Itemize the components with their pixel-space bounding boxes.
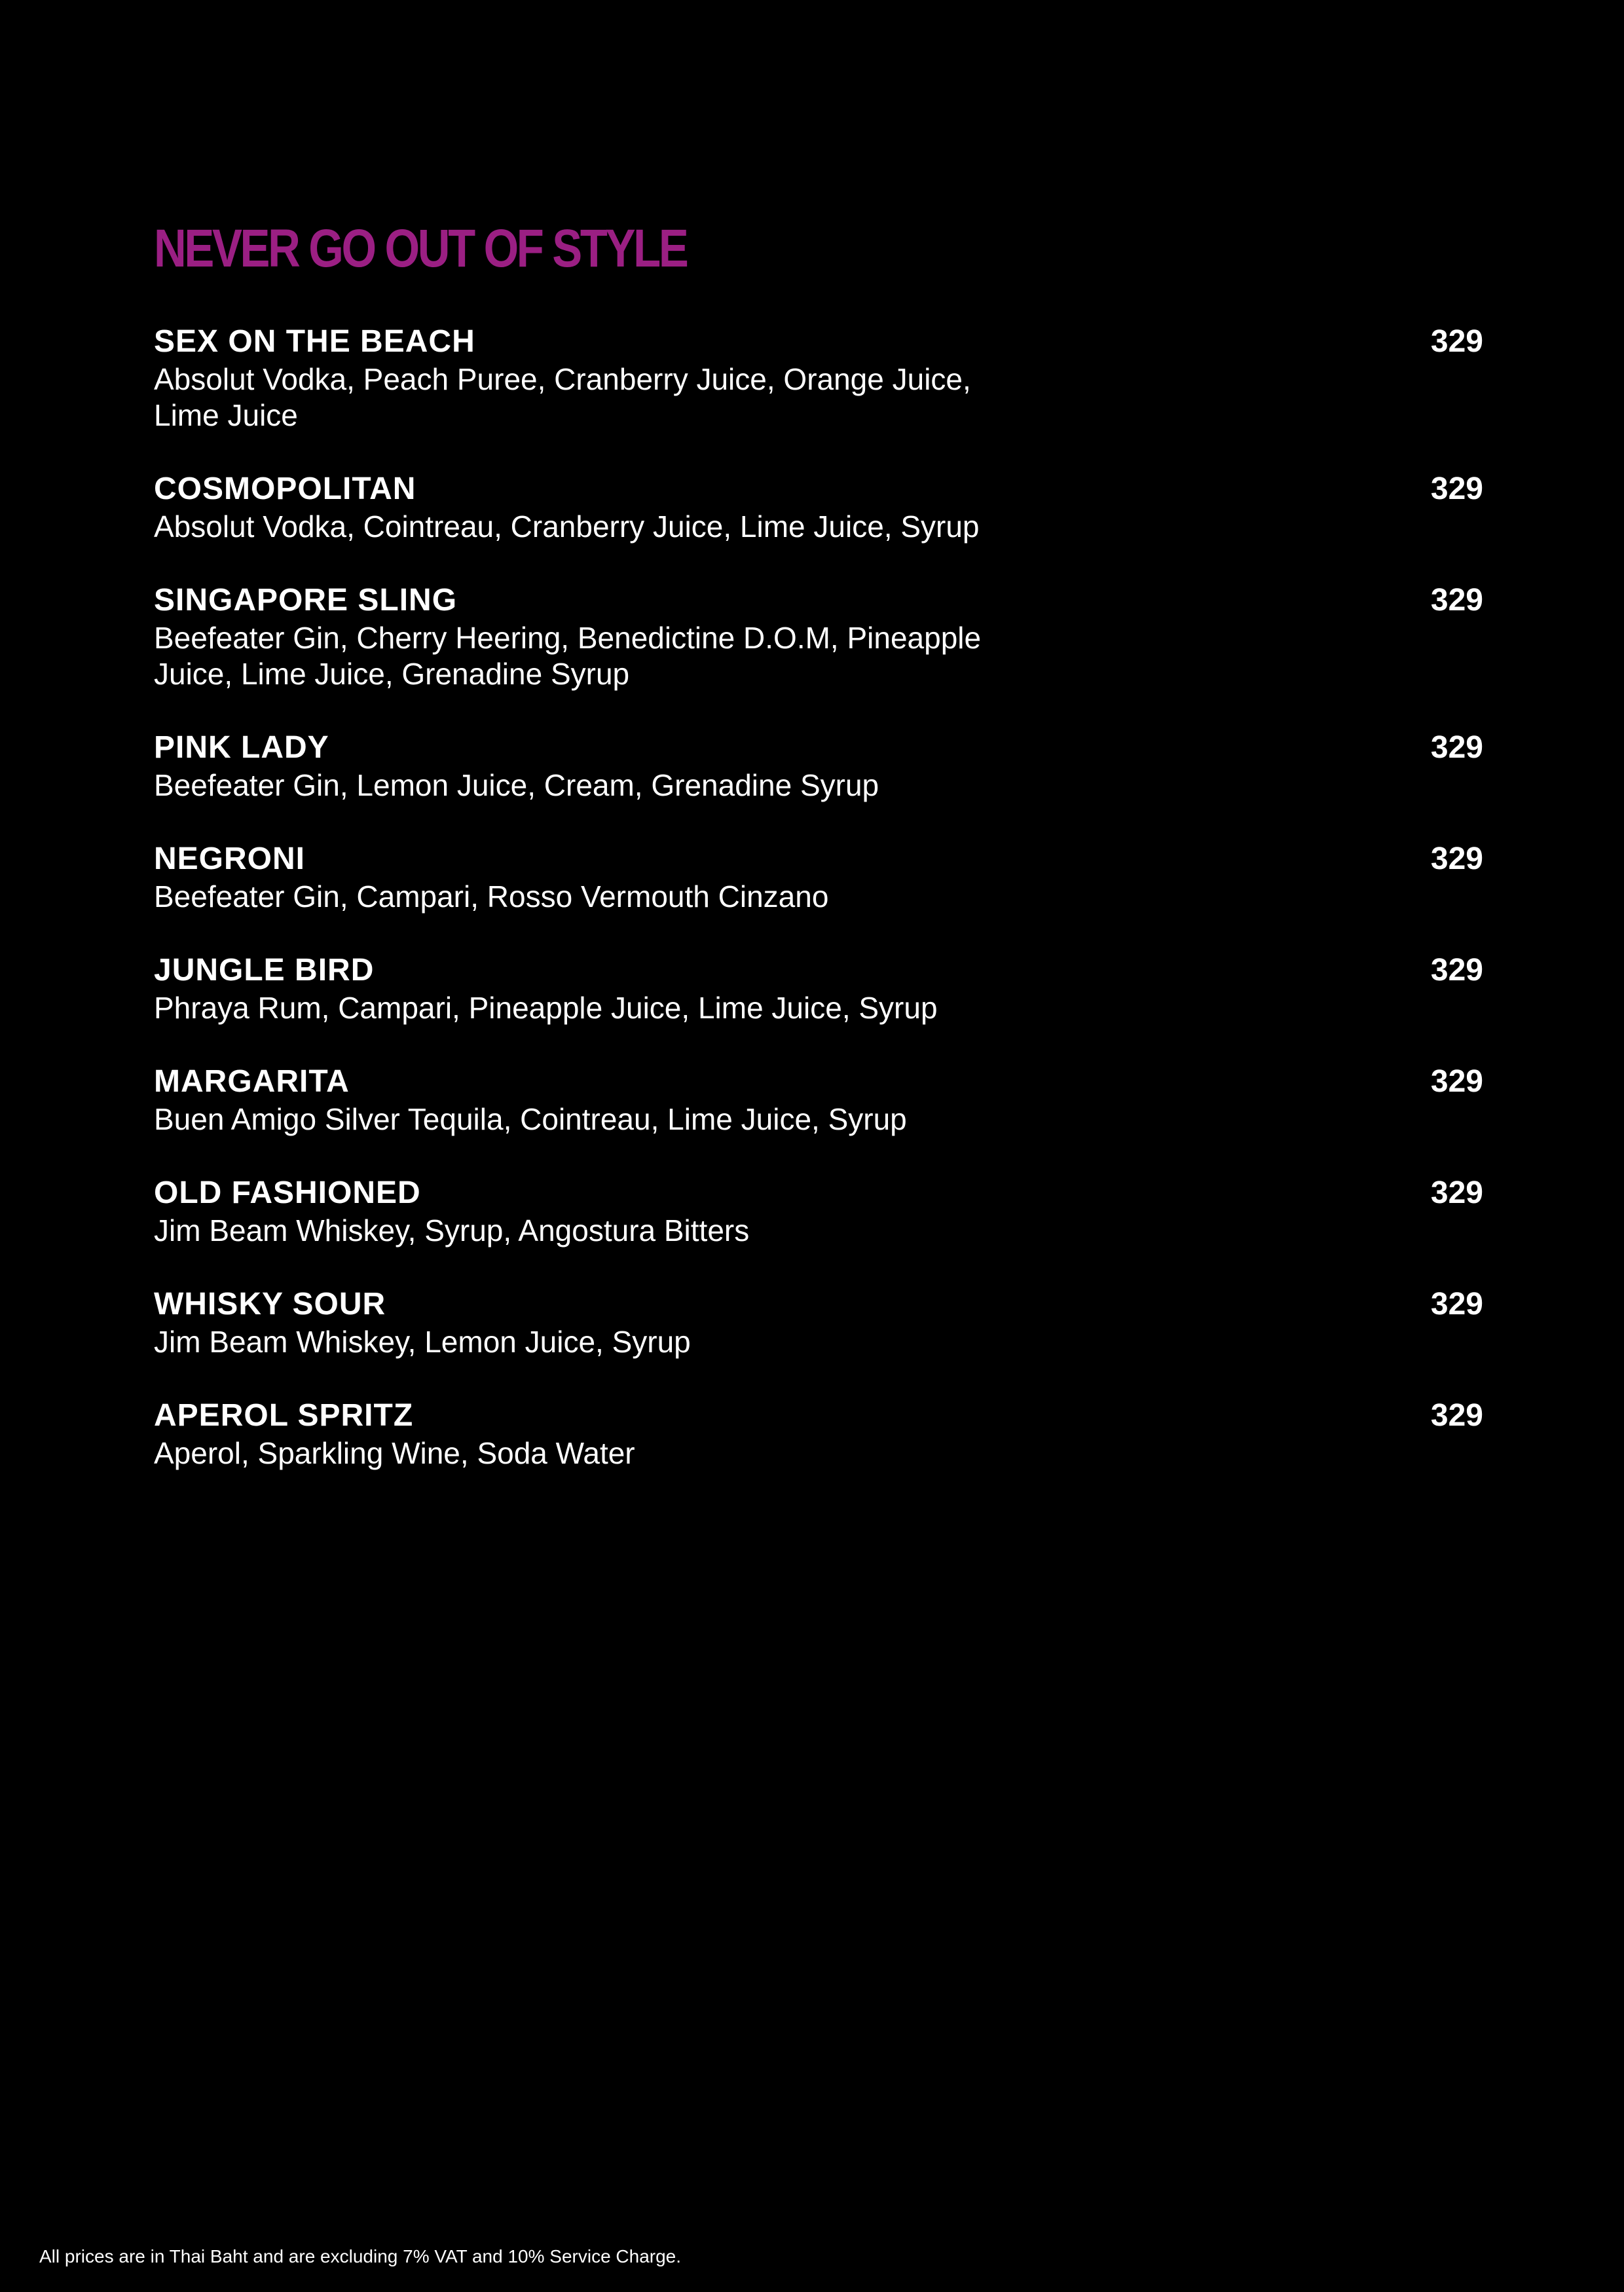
item-price: 329 xyxy=(1430,730,1483,765)
menu-item xyxy=(154,1062,1483,1137)
item-description: Phraya Rum, Campari, Pineapple Juice, Lime Juice, Syrup xyxy=(154,991,938,1025)
item-name: NEGRONI xyxy=(154,841,306,876)
menu-item xyxy=(154,470,1483,545)
item-price: 329 xyxy=(1430,1287,1483,1322)
item-description: Beefeater Gin, Campari, Rosso Vermouth Cinzano xyxy=(154,879,829,914)
item-name: MARGARITA xyxy=(154,1064,350,1099)
item-name: OLD FASHIONED xyxy=(154,1175,421,1210)
item-price: 329 xyxy=(1430,953,1483,988)
item-description: Absolut Vodka, Peach Puree, Cranberry Juice, Orange Juice, Lime Juice xyxy=(154,362,971,432)
menu-item xyxy=(154,581,1483,692)
menu-item xyxy=(154,322,1483,434)
item-name: JUNGLE BIRD xyxy=(154,953,375,988)
item-name: PINK LADY xyxy=(154,730,329,765)
item-description: Beefeater Gin, Cherry Heering, Benedictine D.O.M, Pineapple Juice, Lime Juice, Grenadine Syrup xyxy=(154,621,982,691)
item-description: Aperol, Sparkling Wine, Soda Water xyxy=(154,1436,635,1470)
item-price: 329 xyxy=(1430,841,1483,876)
item-description: Buen Amigo Silver Tequila, Cointreau, Lime Juice, Syrup xyxy=(154,1102,907,1136)
item-price: 329 xyxy=(1430,1175,1483,1210)
item-price: 329 xyxy=(1430,1064,1483,1099)
menu-item xyxy=(154,1174,1483,1249)
cocktail-list xyxy=(154,322,1483,1507)
menu-item xyxy=(154,1285,1483,1360)
item-name: SEX ON THE BEACH xyxy=(154,324,475,359)
item-description: Jim Beam Whiskey, Lemon Juice, Syrup xyxy=(154,1325,691,1359)
item-description: Absolut Vodka, Cointreau, Cranberry Juice, Lime Juice, Syrup xyxy=(154,509,980,544)
menu-item xyxy=(154,1396,1483,1471)
menu-item xyxy=(154,951,1483,1026)
item-price: 329 xyxy=(1430,583,1483,618)
item-price: 329 xyxy=(1430,1398,1483,1433)
item-price: 329 xyxy=(1430,471,1483,506)
item-name: SINGAPORE SLING xyxy=(154,583,458,618)
item-description: Jim Beam Whiskey, Syrup, Angostura Bitters xyxy=(154,1213,750,1248)
item-description: Beefeater Gin, Lemon Juice, Cream, Grenadine Syrup xyxy=(154,768,879,802)
section-title: NEVER GO OUT OF STYLE xyxy=(154,219,687,278)
menu-item xyxy=(154,728,1483,804)
menu-item xyxy=(154,840,1483,915)
item-name: COSMOPOLITAN xyxy=(154,471,416,506)
item-name: APEROL SPRITZ xyxy=(154,1398,414,1433)
item-name: WHISKY SOUR xyxy=(154,1287,386,1322)
item-price: 329 xyxy=(1430,324,1483,359)
footer-price-note: All prices are in Thai Baht and are excluding 7% VAT and 10% Service Charge. xyxy=(39,2246,682,2266)
